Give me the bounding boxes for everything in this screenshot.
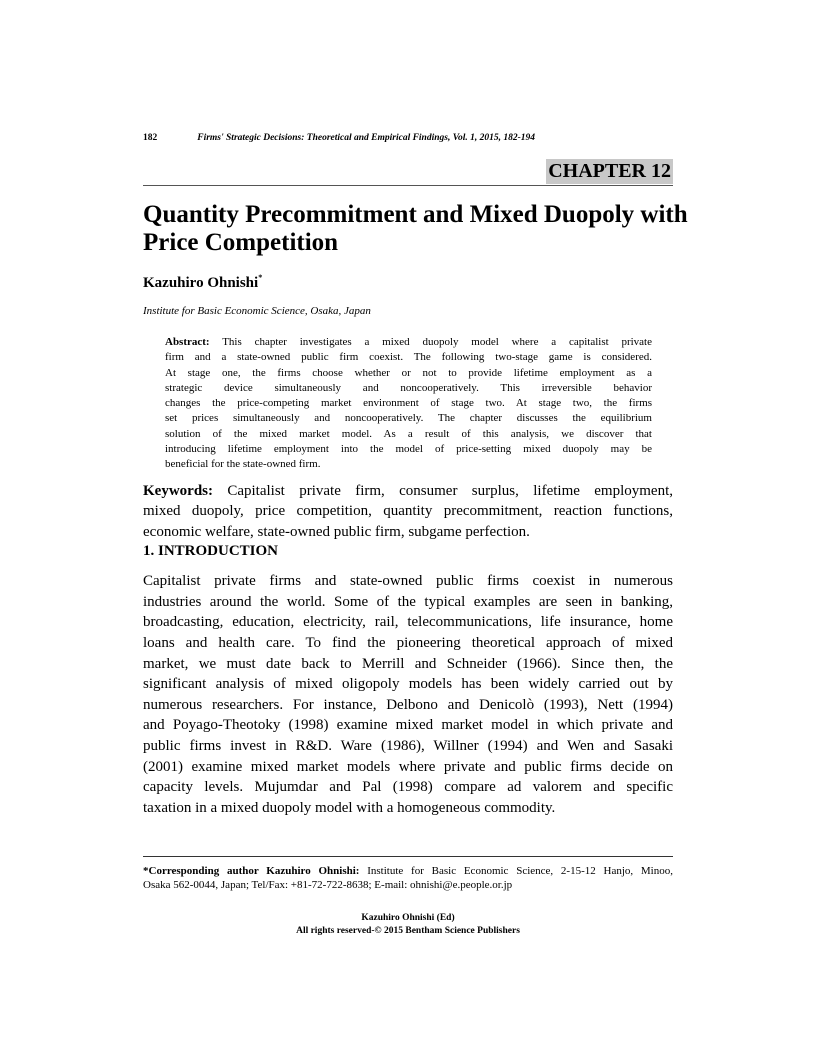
abstract-line: changes the price-competing market environment of stage two. At stage two, the firms xyxy=(165,397,652,410)
title-line: Price Competition xyxy=(143,229,339,256)
body-line: (2001) examine mixed market models where private and public firms decide on xyxy=(143,758,673,775)
introduction-body xyxy=(143,571,673,818)
body-line: taxation in a mixed duopoly model with a homogeneous commodity. xyxy=(143,799,556,816)
body-line: capacity levels. Mujumdar and Pal (1998) compare ad valorem and specific xyxy=(143,779,673,796)
affiliation: Institute for Basic Economic Science, Osaka, Japan xyxy=(143,305,371,317)
running-header xyxy=(143,132,673,144)
header-divider xyxy=(143,185,673,186)
body-line: loans and health care. To find the pioneering theoretical approach of mixed xyxy=(143,634,673,651)
body-line: significant analysis of mixed oligopoly models has been widely carried out by xyxy=(143,676,673,693)
author-name: Kazuhiro Ohnishi xyxy=(143,275,259,291)
keywords-line: economic welfare, state-owned public firm, subgame perfection. xyxy=(143,523,530,540)
body-line: numerous researchers. For instance, Delbono and Denicolò (1993), Nett (1994) xyxy=(143,696,673,713)
keywords-line: Keywords: Capitalist private firm, consumer surplus, lifetime employment, xyxy=(143,482,673,499)
footer-editor: Kazuhiro Ohnishi (Ed) xyxy=(361,913,455,924)
abstract-line: At stage one, the firms choose whether or not to provide lifetime employment as a xyxy=(165,366,652,379)
abstract-line: beneficial for the state-owned firm. xyxy=(165,458,321,471)
footnote xyxy=(143,864,673,892)
abstract-line: strategic device simultaneously and noncooperatively. This irreversible behavior xyxy=(165,381,652,394)
abstract-label: Abstract: xyxy=(165,336,210,348)
footnote-divider xyxy=(143,856,673,857)
title-line: Quantity Precommitment and Mixed Duopoly with xyxy=(143,201,688,228)
abstract xyxy=(165,335,652,473)
body-line: public firms invest in R&D. Ware (1986), Willner (1994) and Wen and Sasaki xyxy=(143,737,673,754)
footnote-line: Osaka 562-0044, Japan; Tel/Fax: +81-72-722-8638; E-mail: ohnishi@e.people.or.jp xyxy=(143,879,513,892)
chapter-label-row xyxy=(143,159,673,184)
chapter-title xyxy=(143,201,703,257)
page-number: 182 xyxy=(143,133,158,143)
body-line: and Poyago-Theotoky (1998) examine mixed market model in which private and xyxy=(143,717,673,734)
abstract-line: set prices simultaneously and noncooperatively. The chapter discusses the equilibrium xyxy=(165,412,652,425)
journal-citation: Firms' Strategic Decisions: Theoretical and Empirical Findings, Vol. 1, 2015, 182-194 xyxy=(197,133,536,143)
abstract-line: introducing lifetime employment into the model of price-setting mixed duopoly may be xyxy=(165,443,652,456)
page xyxy=(143,0,688,938)
footnote-label: *Corresponding author Kazuhiro Ohnishi: xyxy=(143,865,360,878)
body-line: Capitalist private firms and state-owned public firms coexist in numerous xyxy=(143,573,673,590)
abstract-line: firm and a state-owned public firm coexist. The following two-stage game is considered. xyxy=(165,351,652,364)
abstract-line: solution of the mixed market model. As a result of this analysis, we discover that xyxy=(165,427,652,440)
author-footnote-mark: * xyxy=(258,273,263,282)
keywords xyxy=(143,481,673,543)
section-heading: 1. INTRODUCTION xyxy=(143,543,279,560)
footnote-line: *Corresponding author Kazuhiro Ohnishi: Institute for Basic Economic Science, 2-15-12 Hanjo, Minoo, xyxy=(143,865,673,878)
footer-copyright: All rights reserved-© 2015 Bentham Science Publishers xyxy=(296,926,520,937)
keywords-label: Keywords: xyxy=(143,482,213,499)
chapter-label: CHAPTER 12 xyxy=(548,160,671,182)
keywords-line: mixed duopoly, price competition, quantity precommitment, reaction functions, xyxy=(143,503,673,520)
body-line: industries around the world. Some of the typical examples are seen in banking, xyxy=(143,593,673,610)
abstract-line: Abstract: This chapter investigates a mixed duopoly model where a capitalist private xyxy=(165,336,652,348)
body-line: broadcasting, education, electricity, rail, telecommunications, life insurance, home xyxy=(143,614,673,631)
author xyxy=(143,274,673,292)
body-line: market, we must date back to Merrill and Schneider (1966). Since then, the xyxy=(143,655,673,672)
page-footer xyxy=(143,912,673,938)
